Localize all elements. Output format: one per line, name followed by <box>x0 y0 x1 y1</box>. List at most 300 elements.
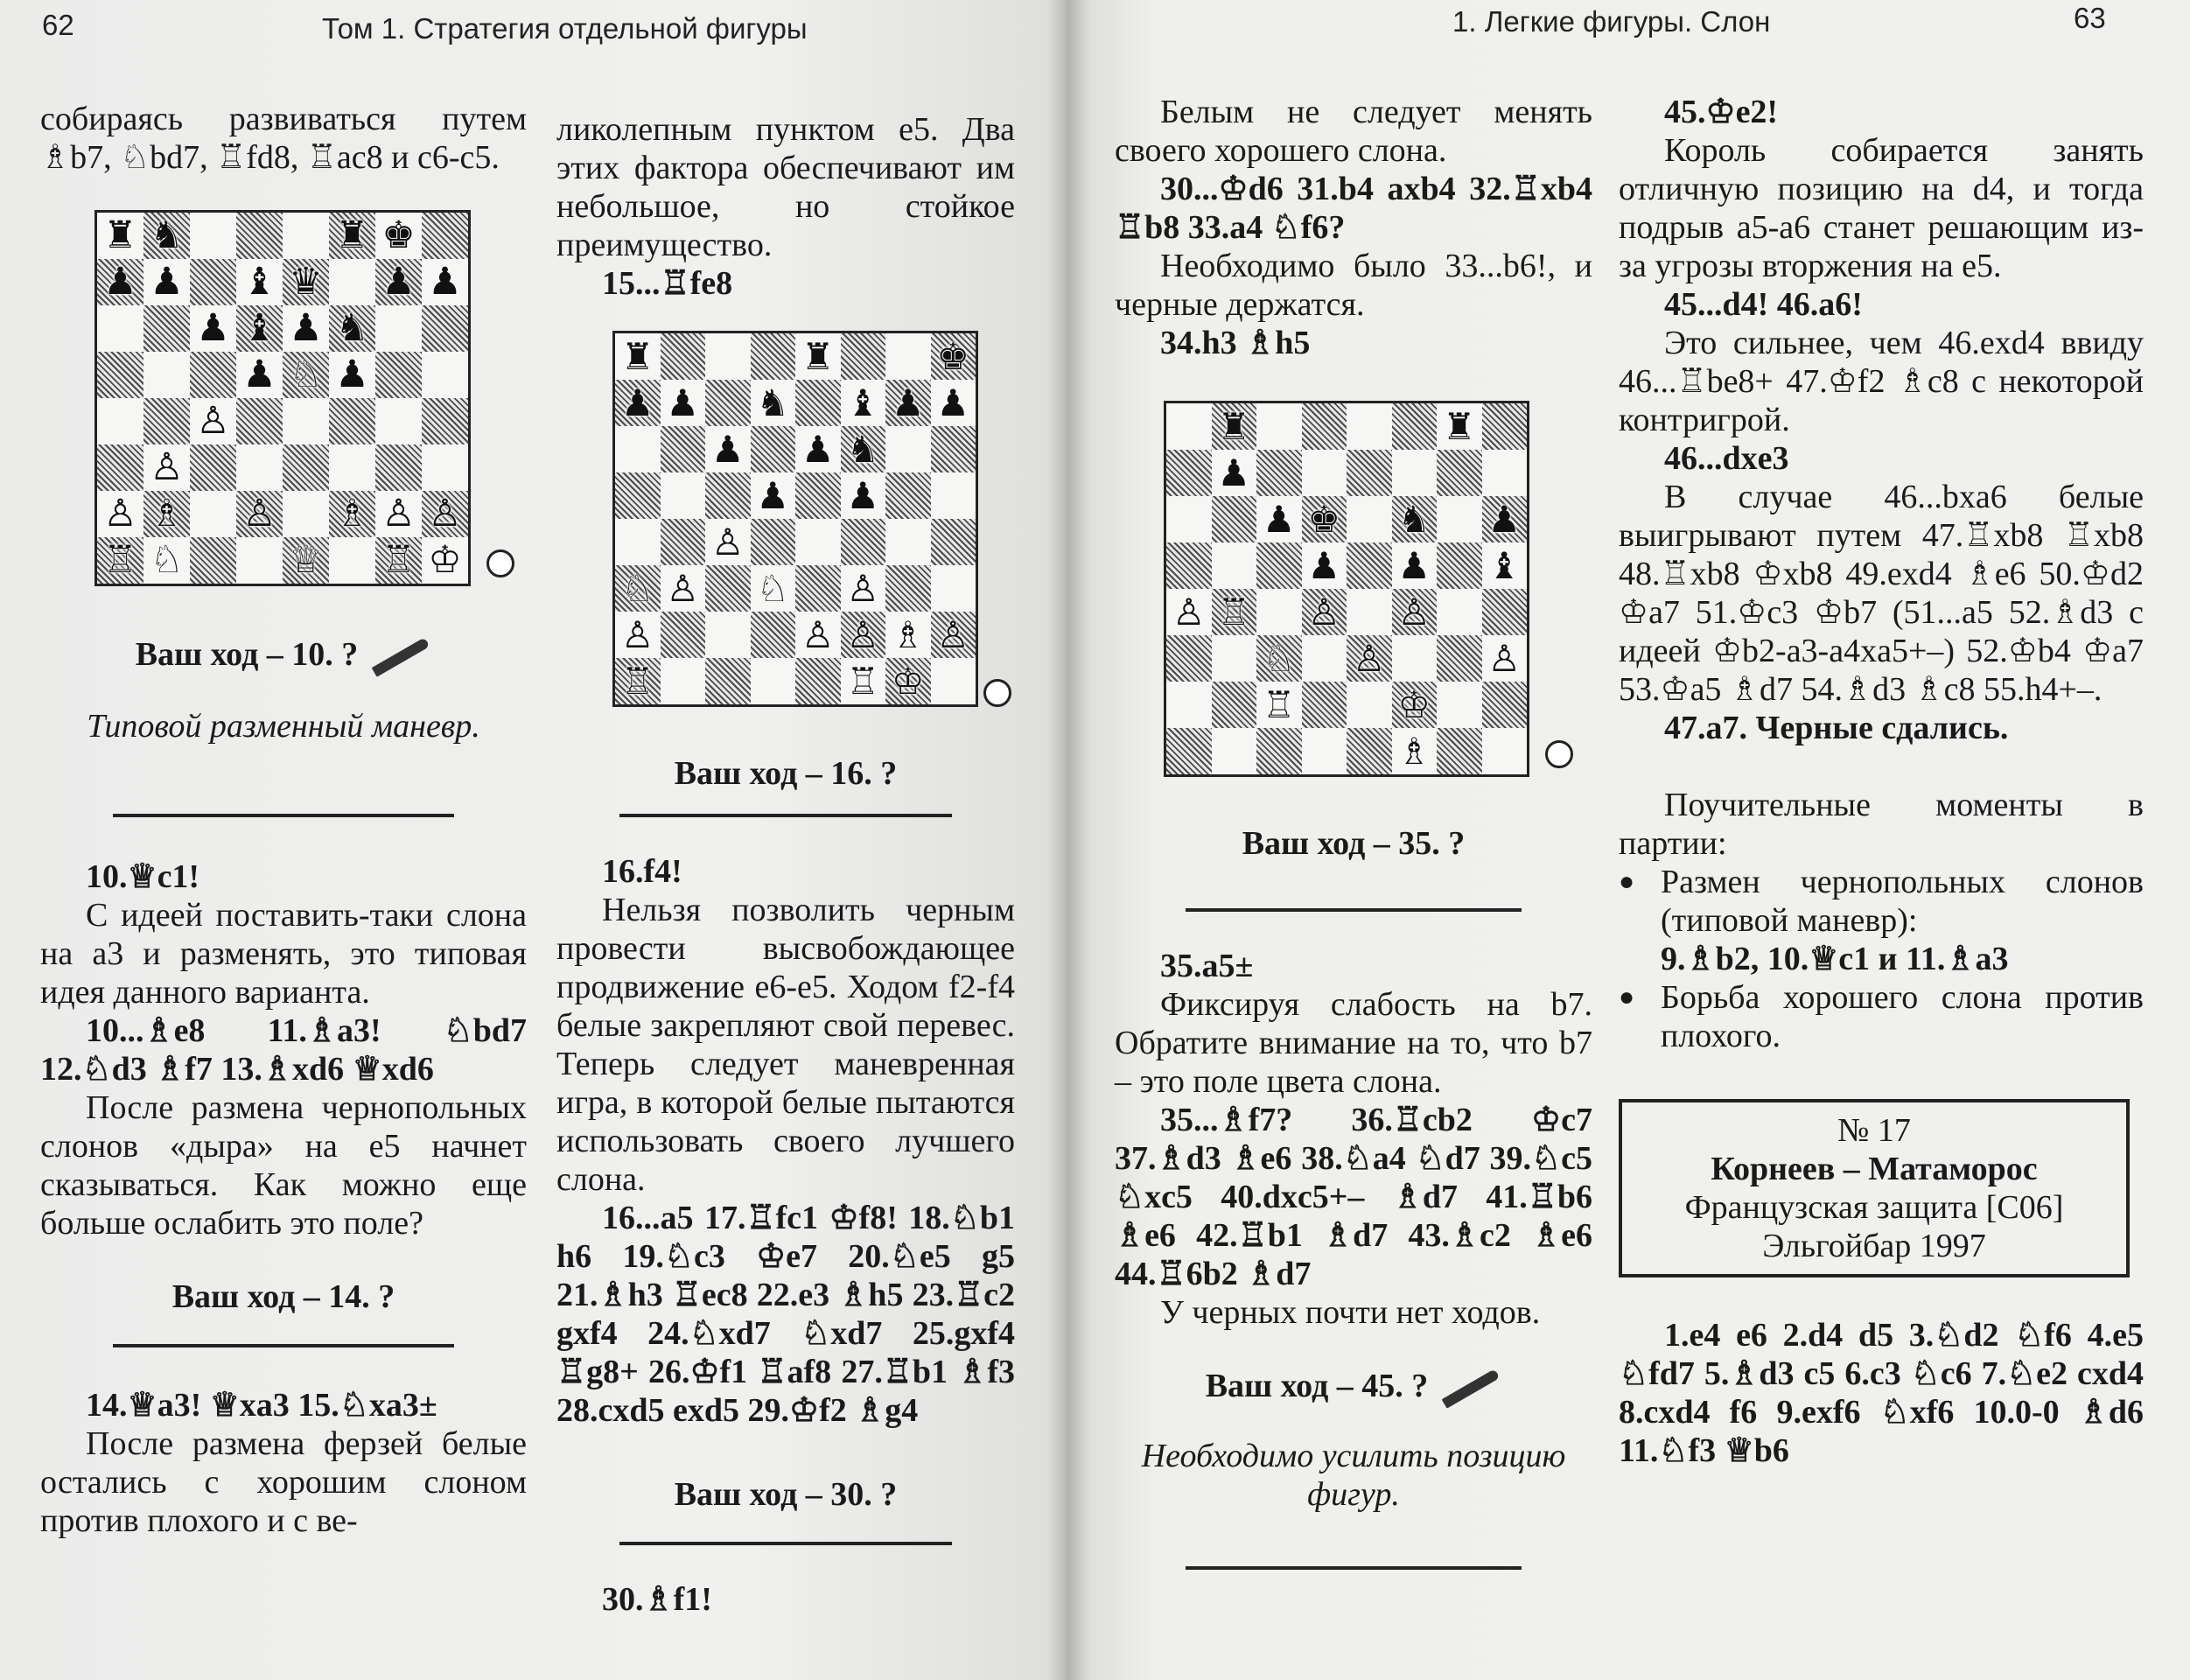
move-line: 30...♔d6 31.b4 axb4 32.♖xb4 ♖b8 33.a4 ♘f6? <box>1115 171 1592 246</box>
chess-piece-icon: ♟ <box>710 427 745 471</box>
board-square <box>422 213 468 259</box>
board-square <box>705 333 751 380</box>
board-square <box>1482 589 1528 635</box>
board-square <box>1256 589 1302 635</box>
board-square <box>329 537 375 584</box>
board-square <box>329 491 375 537</box>
board-square <box>795 565 841 612</box>
chess-piece-icon: ♙ <box>428 492 462 536</box>
chess-piece-icon: ♜ <box>103 214 137 257</box>
left-column-1 <box>40 100 527 177</box>
chess-piece-icon: ♟ <box>289 306 323 350</box>
board-square <box>1256 728 1302 774</box>
right-column-1 <box>1115 93 1592 362</box>
board-square <box>1482 728 1528 774</box>
board-square <box>615 612 661 658</box>
hint-text: Необходимо усилить позицию фигур. <box>1141 1438 1566 1513</box>
board-square <box>1392 496 1438 542</box>
board-square <box>1392 728 1438 774</box>
board-square <box>841 380 886 426</box>
board-square <box>841 472 886 519</box>
board-square <box>795 658 841 704</box>
board-square <box>283 537 329 584</box>
board-square <box>190 537 236 584</box>
page-number: 62 <box>42 9 74 41</box>
move-line: 46...dxe3 <box>1664 440 1789 477</box>
board-square <box>1212 682 1257 728</box>
board-square <box>1482 635 1528 682</box>
board-square <box>329 398 375 444</box>
chess-piece-icon: ♙ <box>710 520 745 564</box>
board-square <box>1212 589 1257 635</box>
board-square <box>1302 450 1347 496</box>
right-column-1-lower <box>1115 824 1592 1570</box>
chess-piece-icon: ♚ <box>936 334 970 378</box>
board-square <box>143 537 190 584</box>
board-square <box>1166 635 1212 682</box>
page-number: 63 <box>2074 2 2106 34</box>
chess-piece-icon: ♟ <box>1217 451 1251 494</box>
chess-piece-icon: ♗ <box>150 492 184 536</box>
board-square <box>1437 450 1482 496</box>
chess-piece-icon: ♙ <box>666 566 700 610</box>
board-square <box>841 426 886 472</box>
board-square <box>751 380 796 426</box>
chess-piece-icon: ♕ <box>289 538 323 582</box>
chess-piece-icon: ♜ <box>620 334 654 378</box>
board-square <box>422 305 468 352</box>
board-square <box>329 352 375 398</box>
paragraph: После размена чернопольных слонов «дыра» на e5 начнет сказываться. Как можно еще больше ослабить это поле? <box>40 1089 527 1242</box>
move-line: 34.h3 ♗h5 <box>1160 325 1311 361</box>
chess-piece-icon: ♜ <box>1442 404 1476 448</box>
chess-piece-icon: ♖ <box>846 659 880 703</box>
board-square <box>931 565 976 612</box>
board-square <box>1482 496 1528 542</box>
board-square <box>1437 496 1482 542</box>
board-square <box>375 444 422 491</box>
board-square <box>615 426 661 472</box>
board-square <box>422 537 468 584</box>
chess-piece-icon: ♖ <box>1217 590 1251 634</box>
board-square <box>190 398 236 444</box>
chess-piece-icon: ♟ <box>103 260 137 304</box>
chess-piece-icon: ♙ <box>1397 590 1431 634</box>
board-square <box>795 612 841 658</box>
game-event: Эльгойбар 1997 <box>1762 1228 1986 1264</box>
board-square <box>795 380 841 426</box>
board-square <box>97 305 143 352</box>
chess-piece-icon: ♘ <box>620 566 654 610</box>
board-square <box>751 472 796 519</box>
board-square <box>283 305 329 352</box>
board-square <box>143 352 190 398</box>
board-square <box>1212 542 1257 589</box>
board-square <box>1256 542 1302 589</box>
board-square <box>705 380 751 426</box>
chess-piece-icon: ♘ <box>289 353 323 396</box>
paragraph: Это сильнее, чем 46.exd4 ввиду 46...♖be8+ 47.♔f2 ♗c8 с некоторой контригрой. <box>1619 325 2144 438</box>
paragraph: В случае 46...bxa6 белые выигрывают путем 47.♖xb8 ♖xb8 48.♖xb8 ♔xb8 49.exd4 ♗e6 50.♔d2 ♔a7 51.♔c3 ♔b7 (51...a5 52.♗d3 с идеей ♔b2-a3-a4xa5+–) 52.♔b4 ♔a7 53.♔a5 ♗d7 54.♗d3 ♗c8 55.h4+–. <box>1619 479 2144 708</box>
lesson-title: Поучительные моменты в партии: <box>1619 787 2144 862</box>
board-square <box>143 491 190 537</box>
board-square <box>885 519 931 565</box>
separator-rule <box>113 1344 454 1348</box>
board-square <box>1212 728 1257 774</box>
separator-rule <box>619 814 952 817</box>
board-square <box>705 612 751 658</box>
bullet-icon: ● <box>1619 867 1635 896</box>
chess-piece-icon: ♙ <box>150 445 184 489</box>
board-square <box>931 612 976 658</box>
board-square <box>236 537 283 584</box>
board-square <box>751 612 796 658</box>
board-square <box>795 426 841 472</box>
board-square <box>329 259 375 305</box>
chess-piece-icon: ♝ <box>846 381 880 424</box>
chess-piece-icon: ♛ <box>289 260 323 304</box>
board-square <box>661 426 706 472</box>
diagram-caption: Ваш ход – 14. ? <box>171 1278 395 1315</box>
board-square <box>1302 542 1347 589</box>
separator-rule <box>1186 908 1522 912</box>
move-line: 45.♔e2! <box>1664 94 1779 130</box>
board-square <box>615 519 661 565</box>
left-column-2 <box>556 110 1015 303</box>
chess-piece-icon: ♗ <box>1397 729 1431 773</box>
board-square <box>1392 403 1438 450</box>
board-square <box>1166 589 1212 635</box>
board-square <box>1482 542 1528 589</box>
diagram-caption: Ваш ход – 16. ? <box>674 755 898 792</box>
board-square <box>375 352 422 398</box>
pen-icon <box>372 638 430 677</box>
board-square <box>615 472 661 519</box>
white-to-move-marker <box>983 679 1011 707</box>
board-square <box>143 213 190 259</box>
board-square <box>885 380 931 426</box>
chess-piece-icon: ♟ <box>196 306 230 350</box>
board-square <box>190 213 236 259</box>
paragraph: У черных почти нет ходов. <box>1160 1294 1541 1331</box>
board-square <box>931 658 976 704</box>
board-square <box>236 398 283 444</box>
board-square <box>283 444 329 491</box>
board-square <box>705 472 751 519</box>
chess-piece-icon: ♟ <box>150 260 184 304</box>
board-square <box>751 658 796 704</box>
board-square <box>1482 682 1528 728</box>
move-line: 35...♗f7? 36.♖cb2 ♔c7 37.♗d3 ♗e6 38.♘a4 ♘d7 39.♘c5 ♘xc5 40.dxc5+– ♗d7 41.♖b6 ♗e6 42.♖b1 ♗d7 43.♗c2 ♗e6 44.♖6b2 ♗d7 <box>1115 1102 1592 1292</box>
board-square <box>1392 589 1438 635</box>
book-gutter <box>1046 0 1090 1680</box>
board-square <box>661 658 706 704</box>
board-square <box>283 398 329 444</box>
board-square <box>751 565 796 612</box>
chess-piece-icon: ♟ <box>428 260 462 304</box>
board-square <box>375 259 422 305</box>
board-square <box>283 491 329 537</box>
board-square <box>1166 450 1212 496</box>
board-square <box>1212 450 1257 496</box>
board-square <box>661 519 706 565</box>
chess-piece-icon: ♙ <box>1307 590 1341 634</box>
left-page <box>0 0 1066 1680</box>
board-square <box>841 658 886 704</box>
board-square <box>283 259 329 305</box>
chess-diagram-1 <box>94 210 471 586</box>
chess-piece-icon: ♟ <box>936 381 970 424</box>
diagram-caption: Ваш ход – 30. ? <box>674 1476 898 1513</box>
chess-piece-icon: ♜ <box>801 334 835 378</box>
board-square <box>661 472 706 519</box>
board-square <box>841 565 886 612</box>
chess-piece-icon: ♙ <box>846 612 880 656</box>
chess-piece-icon: ♜ <box>1217 404 1251 448</box>
board-square <box>236 444 283 491</box>
chess-piece-icon: ♝ <box>242 260 276 304</box>
board-square <box>1347 450 1392 496</box>
board-square <box>190 305 236 352</box>
paragraph: ликолепным пунктом e5. Два этих фактора обеспечивают им небольшое, но стойкое преимущество. <box>556 111 1015 263</box>
diagram-caption: Ваш ход – 10. ? <box>40 635 527 674</box>
chess-piece-icon: ♟ <box>1262 497 1296 541</box>
board-square <box>97 398 143 444</box>
paragraph: После размена ферзей белые остались с хорошим слоном против плохого и с ве- <box>40 1425 527 1539</box>
separator-rule <box>1186 1566 1522 1570</box>
board-square <box>931 380 976 426</box>
chess-piece-icon: ♙ <box>1487 636 1522 680</box>
board-square <box>97 213 143 259</box>
board-square <box>97 352 143 398</box>
chess-piece-icon: ♔ <box>428 538 462 582</box>
chess-piece-icon: ♔ <box>1397 682 1431 726</box>
board-square <box>1437 635 1482 682</box>
board-square <box>422 444 468 491</box>
board-square <box>841 519 886 565</box>
board-square <box>1302 589 1347 635</box>
board-square <box>1166 496 1212 542</box>
board-square <box>1437 682 1482 728</box>
board-square <box>1347 682 1392 728</box>
diagram-caption: Ваш ход – 45. ? <box>1115 1367 1592 1405</box>
lesson-bullet <box>1619 863 2144 978</box>
board-square <box>375 537 422 584</box>
right-page <box>1066 0 2190 1680</box>
board-square <box>661 333 706 380</box>
left-column-1-lower <box>40 635 527 1540</box>
chess-piece-icon: ♙ <box>936 612 970 656</box>
lesson-bullet <box>1619 978 2144 1055</box>
chess-piece-icon: ♚ <box>1307 497 1341 541</box>
chess-piece-icon: ♟ <box>1307 543 1341 587</box>
board-square <box>751 333 796 380</box>
bullet-moves: 9.♗b2, 10.♕c1 и 11.♗a3 <box>1661 941 2009 977</box>
left-column-2-lower <box>556 754 1015 1619</box>
board-square <box>422 352 468 398</box>
move-line: 15...♖fe8 <box>602 265 733 302</box>
board-square <box>931 519 976 565</box>
board-square <box>1347 728 1392 774</box>
chess-piece-icon: ♝ <box>242 306 276 350</box>
board-square <box>751 426 796 472</box>
board-square <box>615 565 661 612</box>
board-square <box>97 537 143 584</box>
board-square <box>375 491 422 537</box>
board-square <box>1256 403 1302 450</box>
board-square <box>1256 496 1302 542</box>
board-square <box>236 305 283 352</box>
chess-piece-icon: ♟ <box>756 473 790 517</box>
board-square <box>1347 635 1392 682</box>
board-square <box>885 333 931 380</box>
board-square <box>190 491 236 537</box>
board-square <box>1347 589 1392 635</box>
move-line: 10...♗e8 11.♗a3! ♘bd7 12.♘d3 ♗f7 13.♗xd6 ♕xd6 <box>40 1012 527 1088</box>
move-line: 10.♕c1! <box>86 858 200 895</box>
white-to-move-marker <box>1545 740 1573 768</box>
board-square <box>1166 728 1212 774</box>
chess-piece-icon: ♘ <box>756 566 790 610</box>
chess-piece-icon: ♖ <box>620 659 654 703</box>
game-header-box <box>1619 1099 2130 1278</box>
board-square <box>1482 403 1528 450</box>
board-square <box>661 565 706 612</box>
paragraph: С идеей поставить-таки слона на a3 и разменять, это типовая идея данного варианта. <box>40 897 527 1011</box>
board-square <box>190 444 236 491</box>
board-square <box>615 380 661 426</box>
board-square <box>143 444 190 491</box>
game-opening: Французская защита [C06] <box>1684 1189 2064 1226</box>
paragraph: Нельзя позволить черным провести высвобождающее продвижение e6-e5. Ходом f2-f4 белые закрепляют свой перевес. Теперь следует маневренная игра, в которой белые пытаются использовать своего лучшего слона. <box>556 892 1015 1198</box>
chess-piece-icon: ♙ <box>381 492 416 536</box>
board-square <box>1256 450 1302 496</box>
chess-piece-icon: ♙ <box>801 612 835 656</box>
bullet-text: Размен чернопольных слонов (типовой маневр): <box>1661 864 2144 939</box>
board-square <box>422 259 468 305</box>
chess-piece-icon: ♝ <box>1487 543 1522 587</box>
board-square <box>1347 496 1392 542</box>
move-line: 45...d4! 46.a6! <box>1664 286 1863 323</box>
board-square <box>931 333 976 380</box>
board-square <box>329 213 375 259</box>
game-number: № 17 <box>1837 1112 1911 1149</box>
board-square <box>661 612 706 658</box>
board-square <box>329 305 375 352</box>
board-square <box>143 259 190 305</box>
board-square <box>236 491 283 537</box>
move-line: 16...a5 17.♖fc1 ♔f8! 18.♘b1 h6 19.♘c3 ♔e7 20.♘e5 g5 21.♗h3 ♖ec8 22.e3 ♗h5 23.♖c2 gxf4 24.♘xd7 ♘xd7 25.gxf4 ♖g8+ 26.♔f1 ♖af8 27.♖b1 ♗f3 28.cxd5 exd5 29.♔f2 ♗g4 <box>556 1200 1015 1429</box>
chess-piece-icon: ♟ <box>1487 497 1522 541</box>
board-square <box>375 398 422 444</box>
board-square <box>329 444 375 491</box>
chess-piece-icon: ♗ <box>335 492 369 536</box>
chess-piece-icon: ♖ <box>1262 682 1296 726</box>
board-square <box>1347 403 1392 450</box>
board-square <box>422 491 468 537</box>
board-square <box>236 352 283 398</box>
board-square <box>931 426 976 472</box>
board-square <box>1302 682 1347 728</box>
board-square <box>795 472 841 519</box>
chess-piece-icon: ♗ <box>891 612 925 656</box>
chess-piece-icon: ♙ <box>1172 590 1206 634</box>
move-line: 30.♗f1! <box>602 1581 712 1618</box>
board-square <box>1437 728 1482 774</box>
board-square <box>1212 403 1257 450</box>
paragraph: Фиксируя слабость на b7. Обратите внимание на то, что b7 – это поле цвета слона. <box>1115 986 1592 1100</box>
board-square <box>885 565 931 612</box>
board-square <box>236 213 283 259</box>
game-moves: 1.e4 e6 2.d4 d5 3.♘d2 ♘f6 4.e5 ♘fd7 5.♗d3 c5 6.c3 ♘c6 7.♘e2 cxd4 8.cxd4 f6 9.exf6 ♘xf6 10.0-0 ♗d6 11.♘f3 ♕b6 <box>1619 1317 2144 1469</box>
chess-piece-icon: ♞ <box>150 214 184 257</box>
board-square <box>422 398 468 444</box>
board-square <box>1212 635 1257 682</box>
chess-piece-icon: ♞ <box>1397 497 1431 541</box>
board-square <box>190 352 236 398</box>
board-square <box>795 333 841 380</box>
game-players: Корнеев – Матаморос <box>1711 1151 2038 1187</box>
board-square <box>615 333 661 380</box>
separator-rule <box>619 1542 952 1545</box>
board-square <box>97 444 143 491</box>
chess-piece-icon: ♙ <box>242 492 276 536</box>
diagram-caption: Ваш ход – 35. ? <box>1242 825 1466 862</box>
paragraph: Король собирается занять отличную позицию на d4, и тогда подрыв a5-a6 станет решающим из-за угрозы вторжения на e5. <box>1619 132 2144 284</box>
chess-diagram-3 <box>1164 401 1529 777</box>
board-square <box>1302 403 1347 450</box>
pen-icon <box>1442 1369 1501 1409</box>
paragraph: Белым не следует менять своего хорошего слона. <box>1115 94 1592 169</box>
board-square <box>705 426 751 472</box>
right-column-2 <box>1619 93 2144 1470</box>
running-head: Том 1. Стратегия отдельной фигуры <box>322 12 808 45</box>
board-square <box>1302 635 1347 682</box>
board-square <box>661 380 706 426</box>
chess-piece-icon: ♟ <box>801 427 835 471</box>
board-square <box>236 259 283 305</box>
chess-piece-icon: ♟ <box>846 473 880 517</box>
board-square <box>795 519 841 565</box>
bullet-text: Борьба хорошего слона против плохого. <box>1661 979 2144 1054</box>
chess-piece-icon: ♞ <box>756 381 790 424</box>
board-square <box>1392 682 1438 728</box>
board-square <box>1256 635 1302 682</box>
board-square <box>885 658 931 704</box>
hint-text: Типовой разменный маневр. <box>87 708 480 745</box>
board-square <box>885 426 931 472</box>
chess-piece-icon: ♙ <box>846 566 880 610</box>
chess-piece-icon: ♟ <box>381 260 416 304</box>
board-square <box>1437 589 1482 635</box>
board-square <box>1166 682 1212 728</box>
board-square <box>1482 450 1528 496</box>
board-square <box>1437 542 1482 589</box>
board-square <box>615 658 661 704</box>
separator-rule <box>113 814 454 817</box>
move-line: 14.♕a3! ♕xa3 15.♘xa3± <box>86 1387 437 1424</box>
chess-piece-icon: ♜ <box>335 214 369 257</box>
chess-piece-icon: ♟ <box>620 381 654 424</box>
chess-piece-icon: ♖ <box>103 538 137 582</box>
board-square <box>1302 496 1347 542</box>
board-square <box>841 333 886 380</box>
chess-piece-icon: ♔ <box>891 659 925 703</box>
chess-piece-icon: ♘ <box>150 538 184 582</box>
chess-piece-icon: ♟ <box>242 353 276 396</box>
board-square <box>705 519 751 565</box>
board-square <box>143 305 190 352</box>
